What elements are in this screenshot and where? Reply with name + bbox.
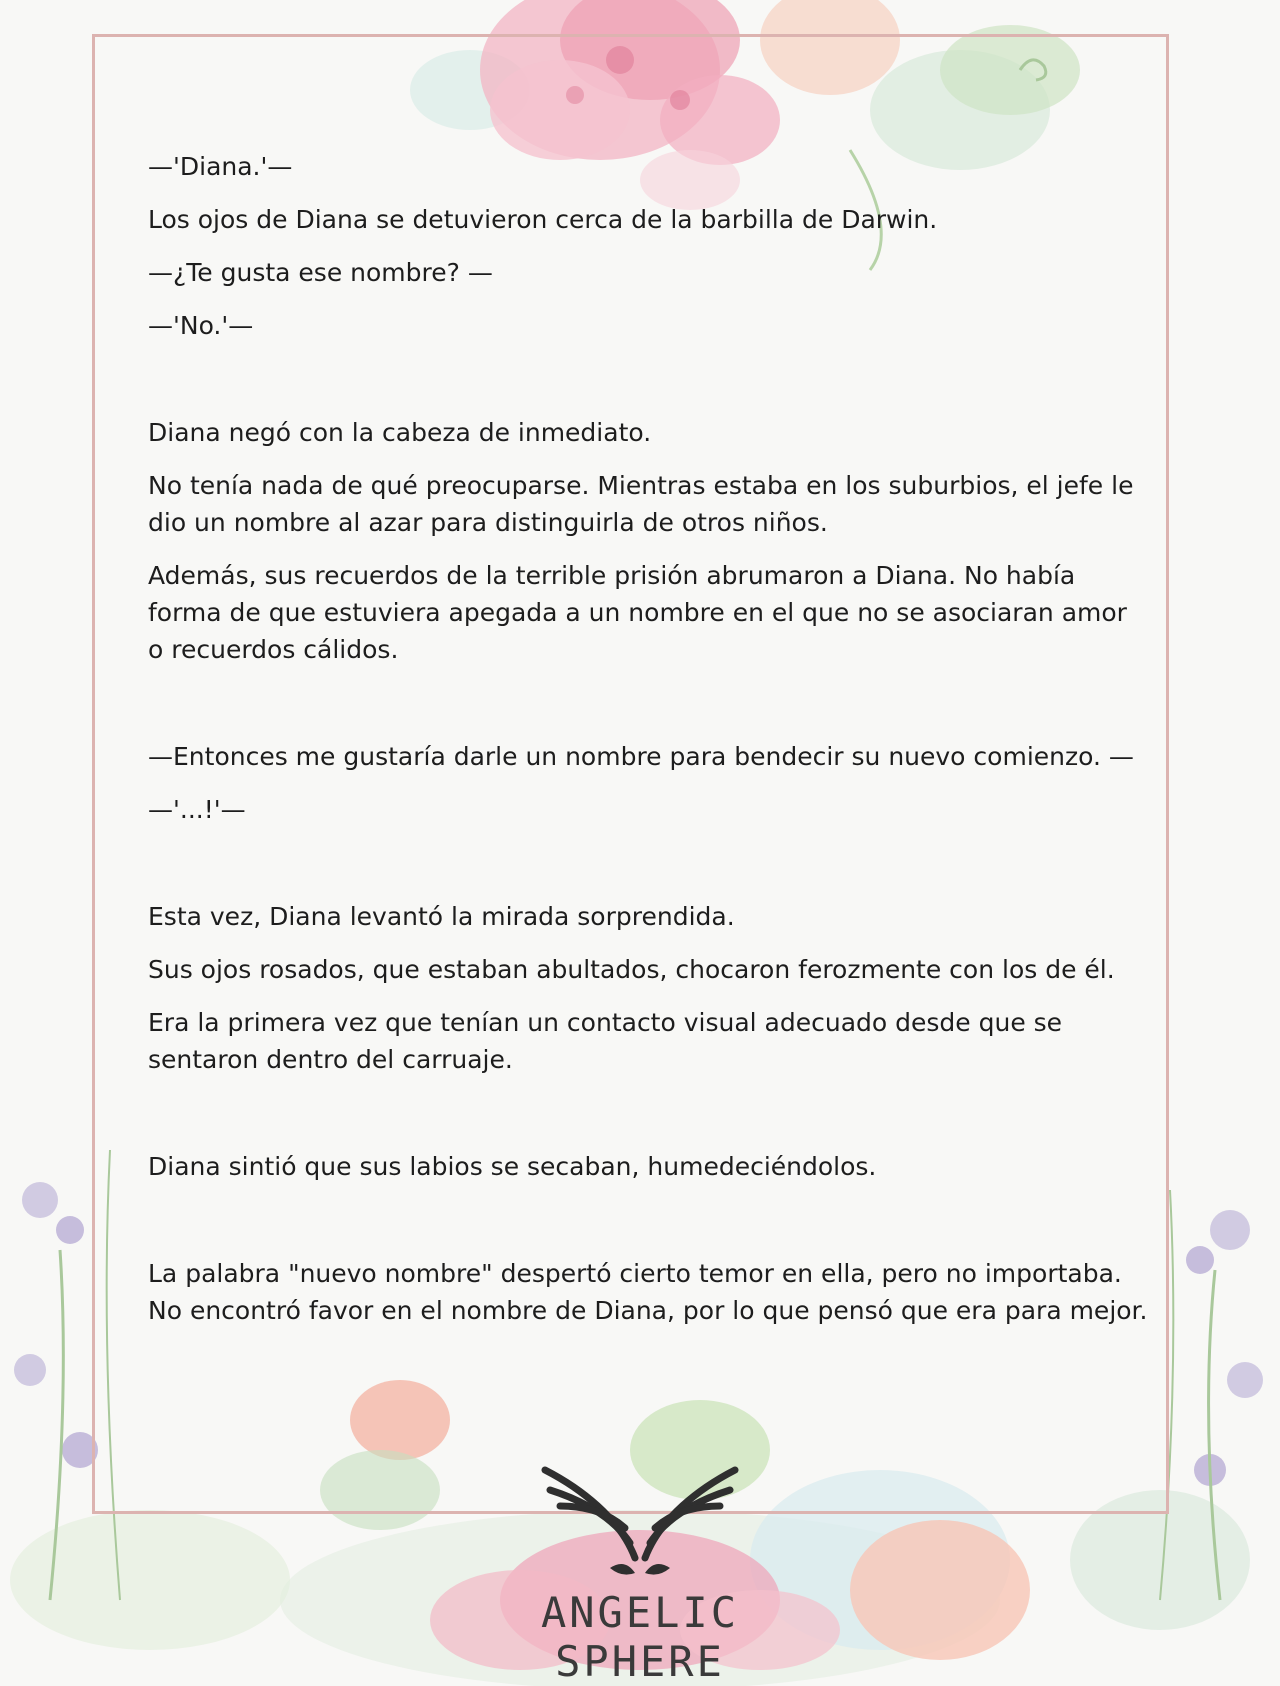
story-text [148,148,1148,1345]
paragraph-gap [148,844,1148,898]
paragraph: —'...!'— [148,795,246,824]
paragraph: Sus ojos rosados, que estaban abultados, chocaron ferozmente con los de él. [148,955,1115,984]
paragraph: —Entonces me gustaría darle un nombre para bendecir su nuevo comienzo. — [148,742,1134,771]
paragraph: Además, sus recuerdos de la terrible prisión abrumaron a Diana. No había forma de que estuviera apegada a un nombre en el que no se asociaran amor o recuerdos cálidos. [148,561,1127,664]
paragraph-gap [148,684,1148,738]
paragraph: Los ojos de Diana se detuvieron cerca de la barbilla de Darwin. [148,205,938,234]
logo-text: ANGELIC SPHERE [540,1588,739,1686]
paragraph: No tenía nada de qué preocuparse. Mientras estaba en los suburbios, el jefe le dio un nombre al azar para distinguirla de otros niños. [148,471,1134,537]
paragraph: Era la primera vez que tenían un contacto visual adecuado desde que se sentaron dentro del carruaje. [148,1008,1063,1074]
paragraph-gap [148,1094,1148,1148]
paragraph: Diana sintió que sus labios se secaban, humedeciéndolos. [148,1152,877,1181]
paragraph-gap [148,360,1148,414]
angel-wings-icon [470,1448,810,1588]
paragraph: —¿Te gusta ese nombre? — [148,258,493,287]
angelic-sphere-logo [470,1448,810,1686]
paragraph: La palabra "nuevo nombre" despertó cierto temor en ella, pero no importaba. No encontró favor en el nombre de Diana, por lo que pensó que era para mejor. [148,1259,1148,1325]
paragraph: —'No.'— [148,311,254,340]
paragraph: Diana negó con la cabeza de inmediato. [148,418,652,447]
paragraph-gap [148,1201,1148,1255]
paragraph: —'Diana.'— [148,152,293,181]
paragraph: Esta vez, Diana levantó la mirada sorprendida. [148,902,735,931]
